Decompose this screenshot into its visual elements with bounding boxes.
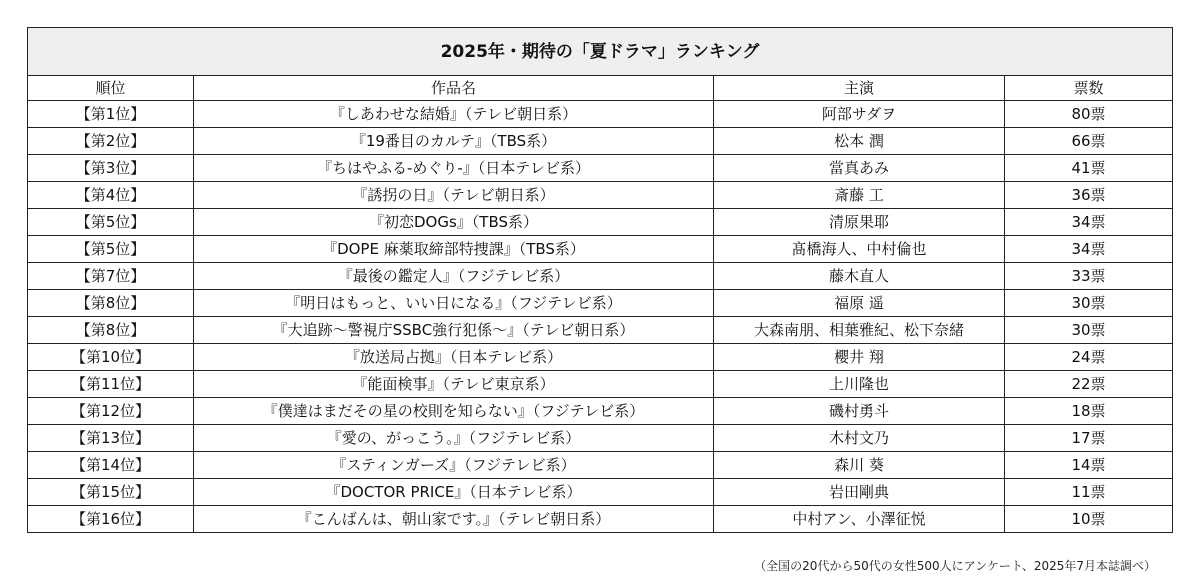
votes-cell: 10票 — [1005, 506, 1173, 533]
table-body — [28, 101, 1173, 533]
votes-cell: 66票 — [1005, 128, 1173, 155]
title-cell: 『僕達はまだその星の校則を知らない』（フジテレビ系） — [194, 398, 714, 425]
lead-actor-cell: 岩田剛典 — [714, 479, 1005, 506]
title-cell: 『放送局占拠』（日本テレビ系） — [194, 344, 714, 371]
header-row — [28, 76, 1173, 101]
lead-actor-cell: 清原果耶 — [714, 209, 1005, 236]
votes-cell: 30票 — [1005, 317, 1173, 344]
lead-actor-cell: 木村文乃 — [714, 425, 1005, 452]
header-votes: 票数 — [1005, 76, 1173, 101]
title-cell: 『愛の、がっこう。』（フジテレビ系） — [194, 425, 714, 452]
rank-cell: 【第7位】 — [28, 263, 194, 290]
rank-cell: 【第12位】 — [28, 398, 194, 425]
rank-cell: 【第2位】 — [28, 128, 194, 155]
title-cell: 『スティンガーズ』（フジテレビ系） — [194, 452, 714, 479]
lead-actor-cell: 森川 葵 — [714, 452, 1005, 479]
votes-cell: 22票 — [1005, 371, 1173, 398]
title-cell: 『明日はもっと、いい日になる』（フジテレビ系） — [194, 290, 714, 317]
lead-actor-cell: 大森南朋、相葉雅紀、松下奈緒 — [714, 317, 1005, 344]
votes-cell: 11票 — [1005, 479, 1173, 506]
votes-cell: 14票 — [1005, 452, 1173, 479]
rank-cell: 【第10位】 — [28, 344, 194, 371]
rank-cell: 【第13位】 — [28, 425, 194, 452]
table-row — [28, 209, 1173, 236]
rank-cell: 【第8位】 — [28, 290, 194, 317]
header-lead-actor: 主演 — [714, 76, 1005, 101]
rank-cell: 【第5位】 — [28, 209, 194, 236]
table-row — [28, 317, 1173, 344]
table-row — [28, 452, 1173, 479]
title-cell: 『誘拐の日』（テレビ朝日系） — [194, 182, 714, 209]
table-row — [28, 236, 1173, 263]
table-row — [28, 101, 1173, 128]
title-cell: 『19番目のカルテ』（TBS系） — [194, 128, 714, 155]
lead-actor-cell: 髙橋海人、中村倫也 — [714, 236, 1005, 263]
title-cell: 『DOCTOR PRICE』（日本テレビ系） — [194, 479, 714, 506]
survey-footnote: （全国の20代から50代の女性500人にアンケート、2025年7月本誌調べ） — [754, 559, 1156, 573]
rank-cell: 【第3位】 — [28, 155, 194, 182]
table-row — [28, 182, 1173, 209]
votes-cell: 41票 — [1005, 155, 1173, 182]
table-row — [28, 371, 1173, 398]
title-cell: 『最後の鑑定人』（フジテレビ系） — [194, 263, 714, 290]
title-cell: 『ちはやふる-めぐり-』（日本テレビ系） — [194, 155, 714, 182]
lead-actor-cell: 福原 遥 — [714, 290, 1005, 317]
title-cell: 『こんばんは、朝山家です。』（テレビ朝日系） — [194, 506, 714, 533]
table-row — [28, 263, 1173, 290]
votes-cell: 24票 — [1005, 344, 1173, 371]
table-row — [28, 479, 1173, 506]
rank-cell: 【第8位】 — [28, 317, 194, 344]
rank-cell: 【第15位】 — [28, 479, 194, 506]
table-row — [28, 128, 1173, 155]
table-row — [28, 290, 1173, 317]
lead-actor-cell: 上川隆也 — [714, 371, 1005, 398]
rank-cell: 【第14位】 — [28, 452, 194, 479]
lead-actor-cell: 當真あみ — [714, 155, 1005, 182]
header-title: 作品名 — [194, 76, 714, 101]
table-row — [28, 506, 1173, 533]
title-row — [28, 28, 1173, 76]
votes-cell: 80票 — [1005, 101, 1173, 128]
title-cell: 『DOPE 麻薬取締部特捜課』（TBS系） — [194, 236, 714, 263]
title-cell: 『しあわせな結婚』（テレビ朝日系） — [194, 101, 714, 128]
ranking-table-container — [27, 27, 1172, 533]
table-title: 2025年・期待の「夏ドラマ」ランキング — [28, 28, 1173, 76]
lead-actor-cell: 藤木直人 — [714, 263, 1005, 290]
table-row — [28, 398, 1173, 425]
rank-cell: 【第1位】 — [28, 101, 194, 128]
lead-actor-cell: 櫻井 翔 — [714, 344, 1005, 371]
votes-cell: 34票 — [1005, 236, 1173, 263]
title-cell: 『能面検事』（テレビ東京系） — [194, 371, 714, 398]
rank-cell: 【第16位】 — [28, 506, 194, 533]
table-row — [28, 344, 1173, 371]
header-rank: 順位 — [28, 76, 194, 101]
votes-cell: 33票 — [1005, 263, 1173, 290]
lead-actor-cell: 松本 潤 — [714, 128, 1005, 155]
lead-actor-cell: 阿部サダヲ — [714, 101, 1005, 128]
votes-cell: 36票 — [1005, 182, 1173, 209]
rank-cell: 【第11位】 — [28, 371, 194, 398]
rank-cell: 【第5位】 — [28, 236, 194, 263]
title-cell: 『初恋DOGs』（TBS系） — [194, 209, 714, 236]
lead-actor-cell: 中村アン、小澤征悦 — [714, 506, 1005, 533]
lead-actor-cell: 磯村勇斗 — [714, 398, 1005, 425]
votes-cell: 34票 — [1005, 209, 1173, 236]
votes-cell: 18票 — [1005, 398, 1173, 425]
title-cell: 『大追跡～警視庁SSBC強行犯係～』（テレビ朝日系） — [194, 317, 714, 344]
votes-cell: 17票 — [1005, 425, 1173, 452]
rank-cell: 【第4位】 — [28, 182, 194, 209]
table-row — [28, 425, 1173, 452]
votes-cell: 30票 — [1005, 290, 1173, 317]
ranking-table — [27, 27, 1173, 533]
table-row — [28, 155, 1173, 182]
lead-actor-cell: 斎藤 工 — [714, 182, 1005, 209]
